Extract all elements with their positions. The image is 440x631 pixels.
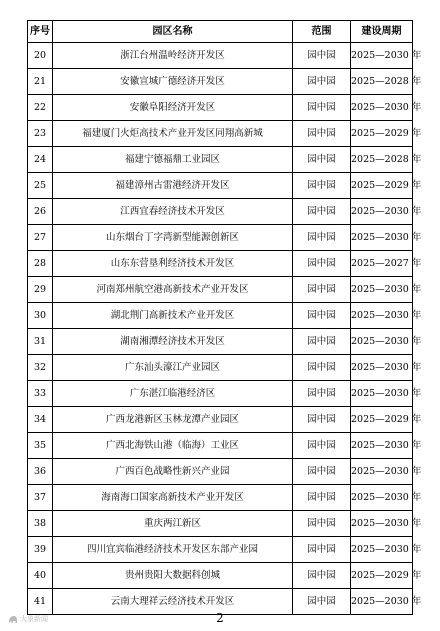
park-name-cell: 海南海口国家高新技术产业开发区 [53, 485, 293, 511]
scope-cell: 园中园 [293, 199, 351, 225]
serial-number-cell: 27 [28, 225, 53, 251]
scope-cell: 园中园 [293, 95, 351, 121]
serial-number-cell: 25 [28, 173, 53, 199]
park-name-cell: 湖南湘潭经济技术开发区 [53, 329, 293, 355]
park-name-cell: 浙江台州温岭经济开发区 [53, 43, 293, 69]
serial-number-cell: 29 [28, 277, 53, 303]
construction-period-cell: 2025—2030 年 [351, 225, 413, 251]
elephant-logo-icon [8, 615, 18, 624]
park-name-cell: 重庆两江新区 [53, 511, 293, 537]
scope-cell: 园中园 [293, 563, 351, 589]
watermark-text: 大象新闻 [20, 615, 48, 623]
scope-cell: 园中园 [293, 329, 351, 355]
table-row [28, 485, 413, 511]
scope-cell: 园中园 [293, 43, 351, 69]
serial-number-cell: 33 [28, 381, 53, 407]
scope-cell: 园中园 [293, 303, 351, 329]
serial-number-cell: 26 [28, 199, 53, 225]
scope-cell: 园中园 [293, 485, 351, 511]
table-row [28, 459, 413, 485]
table-row [28, 511, 413, 537]
serial-number-cell: 23 [28, 121, 53, 147]
serial-number-cell: 36 [28, 459, 53, 485]
table-row [28, 121, 413, 147]
park-name-cell: 福建厦门火炬高技术产业开发区同翔高新城 [53, 121, 293, 147]
serial-number-cell: 41 [28, 589, 53, 615]
construction-period-cell: 2025—2029 年 [351, 121, 413, 147]
construction-period-cell: 2025—2028 年 [351, 69, 413, 95]
watermark [8, 614, 48, 624]
table-row [28, 407, 413, 433]
park-name-cell: 江西宜春经济技术开发区 [53, 199, 293, 225]
construction-period-cell: 2025—2030 年 [351, 433, 413, 459]
header-construction-period: 建设周期 [351, 21, 413, 43]
serial-number-cell: 32 [28, 355, 53, 381]
scope-cell: 园中园 [293, 147, 351, 173]
scope-cell: 园中园 [293, 407, 351, 433]
construction-period-cell: 2025—2028 年 [351, 147, 413, 173]
serial-number-cell: 30 [28, 303, 53, 329]
construction-period-cell: 2025—2030 年 [351, 95, 413, 121]
scope-cell: 园中园 [293, 537, 351, 563]
construction-period-cell: 2025—2029 年 [351, 563, 413, 589]
park-name-cell: 安徽宣城广德经济开发区 [53, 69, 293, 95]
header-row [28, 21, 413, 43]
scope-cell: 园中园 [293, 589, 351, 615]
park-name-cell: 湖北荆门高新技术产业开发区 [53, 303, 293, 329]
serial-number-cell: 35 [28, 433, 53, 459]
scope-cell: 园中园 [293, 511, 351, 537]
table-row [28, 277, 413, 303]
table-row [28, 563, 413, 589]
serial-number-cell: 20 [28, 43, 53, 69]
park-name-cell: 广西龙港新区玉林龙潭产业园区 [53, 407, 293, 433]
header-serial-number: 序号 [28, 21, 53, 43]
park-name-cell: 四川宜宾临港经济技术开发区东部产业园 [53, 537, 293, 563]
serial-number-cell: 31 [28, 329, 53, 355]
serial-number-cell: 40 [28, 563, 53, 589]
serial-number-cell: 24 [28, 147, 53, 173]
construction-period-cell: 2025—2029 年 [351, 173, 413, 199]
park-name-cell: 福建漳州古雷港经济开发区 [53, 173, 293, 199]
scope-cell: 园中园 [293, 381, 351, 407]
table-row [28, 43, 413, 69]
construction-period-cell: 2025—2029 年 [351, 407, 413, 433]
park-name-cell: 河南郑州航空港高新技术产业开发区 [53, 277, 293, 303]
construction-period-cell: 2025—2030 年 [351, 485, 413, 511]
page-number: 2 [216, 611, 224, 625]
serial-number-cell: 38 [28, 511, 53, 537]
serial-number-cell: 21 [28, 69, 53, 95]
construction-period-cell: 2025—2030 年 [351, 511, 413, 537]
table-row [28, 95, 413, 121]
construction-period-cell: 2025—2027 年 [351, 251, 413, 277]
construction-period-cell: 2025—2030 年 [351, 329, 413, 355]
construction-period-cell: 2025—2030 年 [351, 589, 413, 615]
table-row [28, 225, 413, 251]
industrial-park-table [27, 20, 422, 615]
table-row [28, 303, 413, 329]
table-row [28, 251, 413, 277]
construction-period-cell: 2025—2030 年 [351, 199, 413, 225]
header-scope: 范围 [293, 21, 351, 43]
table-row [28, 355, 413, 381]
table-body [28, 43, 422, 615]
construction-period-cell: 2025—2030 年 [351, 355, 413, 381]
table-row [28, 199, 413, 225]
scope-cell: 园中园 [293, 433, 351, 459]
park-name-cell: 云南大理祥云经济技术开发区 [53, 589, 293, 615]
construction-period-cell: 2025—2030 年 [351, 43, 413, 69]
construction-period-cell: 2025—2030 年 [351, 381, 413, 407]
construction-period-cell: 2025—2030 年 [351, 277, 413, 303]
scope-cell: 园中园 [293, 277, 351, 303]
serial-number-cell: 39 [28, 537, 53, 563]
serial-number-cell: 37 [28, 485, 53, 511]
header-park-name: 园区名称 [53, 21, 293, 43]
park-name-cell: 广西百色战略性新兴产业园 [53, 459, 293, 485]
scope-cell: 园中园 [293, 121, 351, 147]
construction-period-cell: 2025—2030 年 [351, 303, 413, 329]
table-row [28, 381, 413, 407]
table-header [28, 21, 413, 43]
table-row [28, 537, 413, 563]
serial-number-cell: 34 [28, 407, 53, 433]
table-row [28, 69, 413, 95]
park-name-cell: 广西北海铁山港（临海）工业区 [53, 433, 293, 459]
park-name-cell: 广东汕头濠江产业园区 [53, 355, 293, 381]
park-name-cell: 贵州贵阳大数据科创城 [53, 563, 293, 589]
park-name-cell: 山东东营垦利经济技术开发区 [53, 251, 293, 277]
table-row [28, 433, 413, 459]
scope-cell: 园中园 [293, 251, 351, 277]
park-name-cell: 广东湛江临港经济区 [53, 381, 293, 407]
scope-cell: 园中园 [293, 459, 351, 485]
scope-cell: 园中园 [293, 355, 351, 381]
park-name-cell: 福建宁德福鼎工业园区 [53, 147, 293, 173]
scope-cell: 园中园 [293, 173, 351, 199]
construction-period-cell: 2025—2030 年 [351, 459, 413, 485]
serial-number-cell: 22 [28, 95, 53, 121]
construction-period-cell: 2025—2030 年 [351, 537, 413, 563]
scope-cell: 园中园 [293, 69, 351, 95]
park-name-cell: 安徽阜阳经济开发区 [53, 95, 293, 121]
serial-number-cell: 28 [28, 251, 53, 277]
scope-cell: 园中园 [293, 225, 351, 251]
table-row [28, 147, 413, 173]
park-name-cell: 山东烟台丁字湾新型能源创新区 [53, 225, 293, 251]
table-row [28, 329, 413, 355]
table-row [28, 173, 413, 199]
